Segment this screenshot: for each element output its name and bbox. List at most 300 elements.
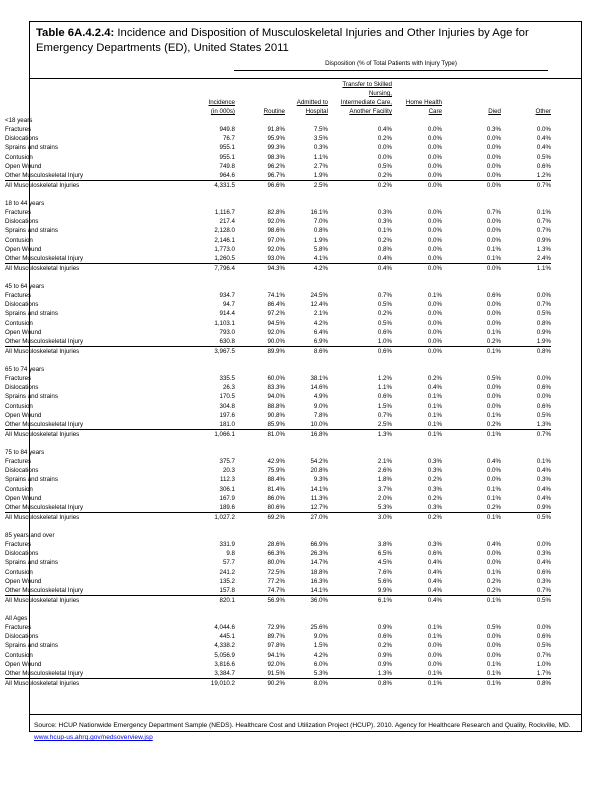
table-cell: 0.2% (377, 236, 392, 244)
table-cell: 88.8% (267, 402, 285, 410)
table-row (5, 162, 551, 171)
table-cell: 0.0% (427, 144, 442, 152)
table-cell: 12.7% (310, 503, 328, 511)
table-cell: 0.7% (536, 301, 551, 309)
table-cell: 5.3% (377, 503, 392, 511)
table-cell: 14.1% (310, 485, 328, 493)
table-cell: 0.4% (536, 494, 551, 502)
table-cell: 0.0% (536, 541, 551, 549)
table-cell: 0.4% (377, 126, 392, 134)
table-cell: 0.2% (486, 503, 501, 511)
table-cell: 1.2% (536, 171, 551, 179)
row-label: Contusion (5, 568, 33, 576)
table-cell: 9.9% (377, 586, 392, 594)
table-cell: 3.5% (313, 135, 328, 143)
table-cell: 14.6% (310, 384, 328, 392)
table-cell: 0.0% (427, 337, 442, 345)
table-cell: 3.7% (377, 485, 392, 493)
table-cell: 90.0% (267, 337, 285, 345)
table-cell: 14.7% (310, 559, 328, 567)
table-cell: 1.3% (377, 669, 392, 677)
table-cell: 0.4% (427, 586, 442, 594)
table-cell: 0.0% (427, 162, 442, 170)
table-cell: 3.8% (377, 541, 392, 549)
table-cell: 9.3% (313, 476, 328, 484)
table-cell: 27.0% (285, 512, 328, 522)
table-cell: 0.4% (377, 254, 392, 262)
table-cell: 1.5% (377, 402, 392, 410)
table-row (5, 457, 551, 466)
table-cell: 0.6% (536, 568, 551, 576)
table-cell: 1,260.5 (214, 254, 235, 262)
table-row (5, 254, 551, 264)
table-cell: 0.6% (377, 393, 392, 401)
table-cell: 0.0% (486, 236, 501, 244)
table-cell: 0.3% (536, 550, 551, 558)
table-header (5, 80, 551, 116)
table-cell: 630.8 (219, 337, 235, 345)
row-label: Fractures (5, 624, 32, 632)
table-cell: 0.0% (486, 162, 501, 170)
table-cell: 10.0% (310, 420, 328, 428)
table-cell: 0.2% (486, 577, 501, 585)
table-cell: 0.0% (486, 319, 501, 327)
table-row (5, 337, 551, 347)
table-cell: 8.0% (285, 678, 328, 688)
table-cell: 241.2 (219, 568, 235, 576)
row-label: Open Wound (5, 162, 42, 170)
table-cell: 0.1% (427, 624, 442, 632)
row-label: Open Wound (5, 245, 42, 253)
table-cell: 0.7% (486, 209, 501, 217)
table-cell: 0.0% (392, 180, 442, 190)
row-label: Dislocations (5, 218, 39, 226)
table-cell: 74.1% (267, 292, 285, 300)
table-cell: 69.2% (235, 512, 285, 522)
table-cell: 445.1 (219, 633, 235, 641)
row-label: Other Musculoskeletal Injury (5, 420, 84, 428)
table-cell: 92.0% (267, 660, 285, 668)
table-cell: 0.0% (427, 126, 442, 134)
table-cell: 0.3% (486, 126, 501, 134)
table-cell: 80.0% (267, 559, 285, 567)
data-table (5, 80, 551, 688)
table-cell: 170.5 (219, 393, 235, 401)
table-cell: 6.5% (377, 550, 392, 558)
row-label: Other Musculoskeletal Injury (5, 669, 84, 677)
table-cell: 0.0% (486, 384, 501, 392)
table-cell: 98.3% (267, 153, 285, 161)
table-row (5, 319, 551, 328)
table-cell: 0.3% (427, 467, 442, 475)
table-cell: 1,027.2 (155, 512, 235, 522)
table-cell: 0.0% (486, 227, 501, 235)
table-cell: 57.7 (222, 559, 235, 567)
table-cell: 0.5% (486, 624, 501, 632)
row-label: Dislocations (5, 550, 39, 558)
table-row (5, 171, 551, 181)
table-cell: 2,128.0 (214, 227, 235, 235)
table-cell: 0.0% (427, 651, 442, 659)
table-cell: 0.3% (427, 503, 442, 511)
table-cell: 0.3% (427, 458, 442, 466)
table-cell: 75.9% (267, 467, 285, 475)
table-cell: 0.0% (536, 624, 551, 632)
table-cell: 304.8 (219, 402, 235, 410)
column-header-line: Died (488, 108, 501, 115)
table-cell: 0.7% (377, 292, 392, 300)
table-cell: 4,338.2 (214, 642, 235, 650)
table-cell: 0.1% (392, 678, 442, 688)
table-row (5, 134, 551, 143)
table-cell: 0.0% (486, 153, 501, 161)
group-label: <18 years (5, 117, 33, 124)
table-cell: 0.6% (427, 550, 442, 558)
table-cell: 0.0% (486, 467, 501, 475)
source-divider (30, 714, 581, 715)
table-cell: 9.0% (313, 402, 328, 410)
table-cell: 0.2% (427, 375, 442, 383)
table-cell: 0.8% (501, 346, 551, 356)
table-row (5, 309, 551, 318)
table-cell: 98.6% (267, 227, 285, 235)
table-row (5, 263, 551, 273)
table-cell: 0.0% (486, 171, 501, 179)
table-cell: 0.4% (392, 595, 442, 605)
table-cell: 934.7 (219, 292, 235, 300)
table-cell: 0.1% (427, 411, 442, 419)
table-cell: 0.5% (377, 319, 392, 327)
table-row (5, 153, 551, 162)
table-cell: 0.4% (536, 467, 551, 475)
table-cell: 16.8% (285, 429, 328, 439)
table-cell: 0.0% (427, 218, 442, 226)
table-row (5, 586, 551, 596)
table-cell: 0.0% (442, 263, 501, 273)
table-cell: 0.4% (427, 568, 442, 576)
table-cell: 0.7% (377, 411, 392, 419)
table-cell: 77.2% (267, 577, 285, 585)
table-cell: 197.6 (219, 411, 235, 419)
group-header-row (5, 614, 551, 623)
group-header-row (5, 531, 551, 540)
table-cell: 83.3% (267, 384, 285, 392)
table-row (5, 568, 551, 577)
row-label: All Musculoskeletal Injuries (5, 263, 155, 273)
row-label: All Musculoskeletal Injuries (5, 595, 155, 605)
table-cell: 0.0% (486, 559, 501, 567)
table-cell: 54.2% (310, 458, 328, 466)
table-cell: 81.4% (267, 485, 285, 493)
table-cell: 0.1% (536, 209, 551, 217)
table-cell: 0.0% (486, 402, 501, 410)
table-cell: 99.3% (267, 144, 285, 152)
table-cell: 60.0% (267, 375, 285, 383)
row-label: Dislocations (5, 467, 39, 475)
table-row (5, 208, 551, 217)
table-cell: 1,773.0 (214, 245, 235, 253)
table-title-text: Incidence and Disposition of Musculoskeletal Injuries and Other Injuries by Age for Emergency Departments (ED), United States 2011 (36, 27, 529, 54)
table-cell: 85.9% (267, 420, 285, 428)
table-cell: 0.6% (486, 292, 501, 300)
table-cell: 0.7% (501, 180, 551, 190)
table-cell: 25.6% (310, 624, 328, 632)
table-cell: 0.9% (377, 660, 392, 668)
table-cell: 0.0% (427, 310, 442, 318)
table-cell: 42.9% (267, 458, 285, 466)
table-row (5, 226, 551, 235)
row-label: Dislocations (5, 135, 39, 143)
table-cell: 0.1% (486, 660, 501, 668)
row-label: Sprains and strains (5, 476, 58, 484)
table-cell: 0.1% (442, 429, 501, 439)
row-label: Open Wound (5, 577, 42, 585)
row-label: Sprains and strains (5, 393, 58, 401)
title-divider (30, 78, 581, 79)
table-cell: 0.1% (536, 458, 551, 466)
table-cell: 0.1% (427, 393, 442, 401)
table-cell: 112.3 (219, 476, 235, 484)
table-cell: 0.1% (486, 494, 501, 502)
table-cell: 3,816.6 (214, 660, 235, 668)
table-cell: 5.6% (377, 577, 392, 585)
row-label: Fractures (5, 458, 32, 466)
row-label: Fractures (5, 375, 32, 383)
table-cell: 0.0% (427, 328, 442, 336)
table-row (5, 291, 551, 300)
table-cell: 0.0% (427, 301, 442, 309)
table-cell: 80.6% (267, 503, 285, 511)
table-cell: 0.9% (377, 624, 392, 632)
table-row (5, 512, 551, 522)
table-cell: 4.5% (377, 559, 392, 567)
group-label: 45 to 64 years (5, 283, 45, 290)
table-cell: 955.1 (219, 144, 235, 152)
row-label: Contusion (5, 485, 33, 493)
table-cell: 1,103.1 (214, 319, 235, 327)
table-cell: 94.1% (267, 651, 285, 659)
table-cell: 0.1% (392, 429, 442, 439)
column-header-line: Other (535, 108, 551, 115)
table-cell: 16.3% (310, 577, 328, 585)
table-row (5, 392, 551, 401)
table-cell: 0.4% (427, 384, 442, 392)
table-cell: 0.5% (536, 411, 551, 419)
group-label: 75 to 84 years (5, 449, 45, 456)
table-cell: 749.8 (219, 162, 235, 170)
table-cell: 96.2% (267, 162, 285, 170)
row-label: Other Musculoskeletal Injury (5, 586, 84, 594)
table-cell: 793.0 (219, 328, 235, 336)
table-cell: 3,384.7 (214, 669, 235, 677)
table-cell: 0.7% (536, 586, 551, 594)
table-cell: 24.5% (310, 292, 328, 300)
table-cell: 3,967.5 (155, 346, 235, 356)
table-cell: 0.0% (486, 393, 501, 401)
table-row (5, 623, 551, 632)
row-label: Other Musculoskeletal Injury (5, 171, 84, 179)
table-cell: 94.5% (267, 319, 285, 327)
table-cell: 1.2% (377, 375, 392, 383)
table-row (5, 420, 551, 430)
table-cell: 7.5% (313, 126, 328, 134)
row-label: Sprains and strains (5, 144, 58, 152)
row-label: Fractures (5, 541, 32, 549)
column-header-line: Transfer to Skilled (342, 81, 392, 88)
table-cell: 28.6% (267, 541, 285, 549)
table-cell: 2.1% (377, 458, 392, 466)
row-label: Open Wound (5, 411, 42, 419)
table-cell: 0.1% (486, 568, 501, 576)
table-cell: 3.0% (328, 512, 392, 522)
table-cell: 9.8 (226, 550, 235, 558)
row-label: Sprains and strains (5, 559, 58, 567)
table-cell: 0.0% (427, 153, 442, 161)
table-cell: 66.3% (267, 550, 285, 558)
table-cell: 1.3% (536, 245, 551, 253)
table-cell: 0.0% (442, 180, 501, 190)
table-cell: 0.1% (442, 346, 501, 356)
table-cell: 86.4% (267, 301, 285, 309)
table-row (5, 577, 551, 586)
table-cell: 89.9% (235, 346, 285, 356)
table-cell: 331.9 (219, 541, 235, 549)
table-cell: 26.3% (310, 550, 328, 558)
table-cell: 0.2% (392, 512, 442, 522)
table-cell: 0.0% (486, 218, 501, 226)
table-cell: 0.3% (377, 218, 392, 226)
table-cell: 0.7% (501, 429, 551, 439)
table-cell: 0.4% (328, 263, 392, 273)
table-cell: 0.0% (427, 236, 442, 244)
table-cell: 4.2% (313, 651, 328, 659)
table-cell: 1,116.7 (214, 209, 235, 217)
table-cell: 7.6% (377, 568, 392, 576)
table-row (5, 669, 551, 679)
column-header-line: Care (428, 108, 442, 115)
table-cell: 1,066.1 (155, 429, 235, 439)
table-cell: 20.8% (310, 467, 328, 475)
table-cell: 0.2% (377, 310, 392, 318)
table-cell: 306.1 (219, 485, 235, 493)
table-cell: 0.4% (427, 577, 442, 585)
table-cell: 0.6% (328, 346, 392, 356)
table-cell: 2.5% (377, 420, 392, 428)
table-cell: 19,010.2 (155, 678, 235, 688)
table-cell: 97.0% (267, 236, 285, 244)
table-cell: 2,146.1 (214, 236, 235, 244)
table-cell: 1.0% (377, 337, 392, 345)
row-label: Fractures (5, 209, 32, 217)
table-row (5, 143, 551, 152)
table-cell: 2.6% (377, 467, 392, 475)
table-cell: 1.3% (328, 429, 392, 439)
table-cell: 11.3% (310, 494, 328, 502)
table-cell: 82.8% (267, 209, 285, 217)
column-header (235, 80, 285, 116)
table-cell: 91.5% (267, 669, 285, 677)
table-row (5, 236, 551, 245)
table-cell: 0.9% (536, 236, 551, 244)
table-cell: 1.3% (536, 420, 551, 428)
row-label: Fractures (5, 126, 32, 134)
table-cell: 0.8% (328, 678, 392, 688)
group-label: All Ages (5, 615, 28, 622)
table-cell: 18.8% (310, 568, 328, 576)
table-number: Table 6A.4.2.4: (36, 27, 115, 39)
table-cell: 0.5% (501, 595, 551, 605)
group-header-row (5, 282, 551, 291)
table-cell: 0.6% (536, 384, 551, 392)
row-label: Fractures (5, 292, 32, 300)
table-cell: 97.2% (267, 310, 285, 318)
table-cell: 96.7% (267, 171, 285, 179)
table-cell: 0.1% (486, 669, 501, 677)
table-cell: 0.2% (427, 476, 442, 484)
table-cell: 0.8% (313, 227, 328, 235)
table-cell: 0.4% (536, 135, 551, 143)
source-text: Source: HCUP Nationwide Emergency Department Sample (NEDS). Healthcare Cost and Utilization Project (HCUP). 2010. Agency for Healthcare Research and Quality, Rockville, MD. (34, 722, 571, 729)
column-header (501, 80, 551, 116)
table-cell: 2.0% (377, 494, 392, 502)
table-cell: 0.9% (536, 503, 551, 511)
table-cell: 0.6% (536, 633, 551, 641)
table-cell: 4,044.6 (214, 624, 235, 632)
table-cell: 0.0% (427, 642, 442, 650)
table-cell: 88.4% (267, 476, 285, 484)
table-row (5, 632, 551, 641)
table-cell: 0.0% (392, 346, 442, 356)
table-row (5, 678, 551, 688)
group-header-row (5, 365, 551, 374)
table-cell: 0.0% (536, 393, 551, 401)
table-cell: 92.0% (267, 245, 285, 253)
table-cell: 0.0% (486, 651, 501, 659)
row-label: Other Musculoskeletal Injury (5, 503, 84, 511)
source-link[interactable]: www.hcup-us.ahrq.gov/nedsoverview.jsp (34, 734, 153, 741)
table-row (5, 125, 551, 134)
table-cell: 0.2% (328, 180, 392, 190)
table-cell: 0.1% (442, 678, 501, 688)
table-cell: 0.8% (536, 319, 551, 327)
table-cell: 0.0% (486, 550, 501, 558)
row-label: All Musculoskeletal Injuries (5, 180, 155, 190)
row-label: Contusion (5, 402, 33, 410)
table-cell: 0.1% (486, 485, 501, 493)
table-cell: 820.1 (155, 595, 235, 605)
column-header (328, 80, 392, 116)
table-cell: 91.8% (267, 126, 285, 134)
table-row (5, 217, 551, 226)
table-cell: 0.0% (427, 660, 442, 668)
column-header-line: Nursing, (368, 90, 392, 97)
disposition-underline (234, 70, 548, 71)
table-cell: 0.4% (427, 559, 442, 567)
table-cell: 20.3 (222, 467, 235, 475)
table-cell: 0.1% (486, 254, 501, 262)
table-cell: 0.5% (536, 153, 551, 161)
table-cell: 94.0% (267, 393, 285, 401)
table-row (5, 494, 551, 503)
table-cell: 135.2 (219, 577, 235, 585)
table-cell: 2.7% (313, 162, 328, 170)
table-cell: 14.1% (310, 586, 328, 594)
table-cell: 0.3% (536, 577, 551, 585)
table-row (5, 660, 551, 669)
table-cell: 0.0% (486, 476, 501, 484)
table-cell: 0.4% (536, 144, 551, 152)
table-cell: 157.8 (219, 586, 235, 594)
